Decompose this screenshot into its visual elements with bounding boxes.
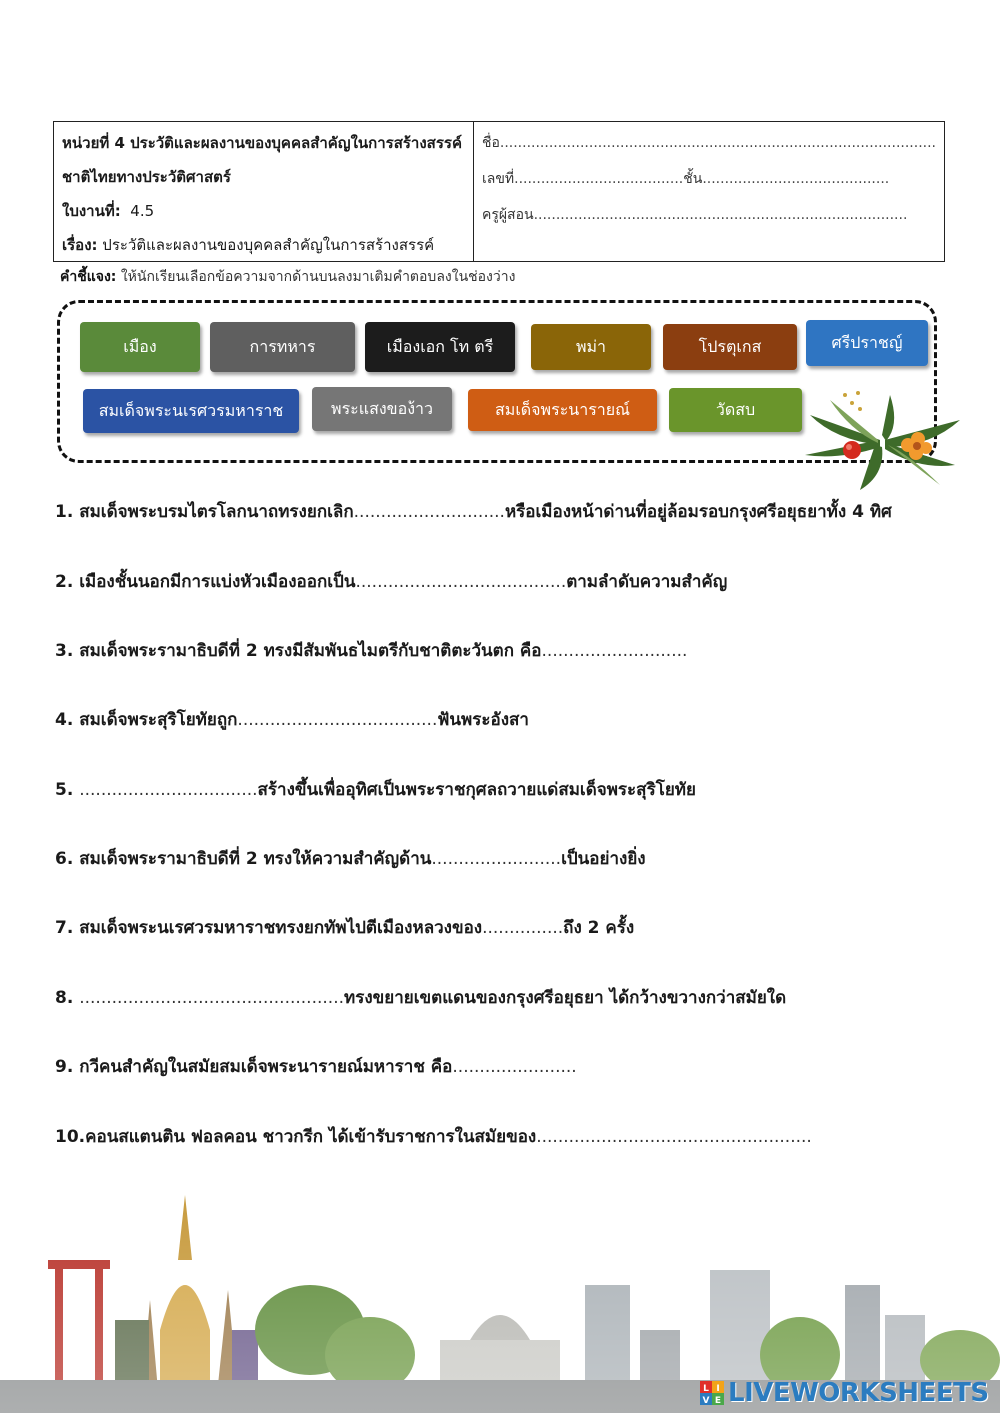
word-chip[interactable]: สมเด็จพระนเรศวรมหาราช [83, 389, 299, 433]
question-item [55, 914, 634, 941]
question-item [55, 1123, 812, 1150]
question-text-end: เป็นอย่างยิ่ง [561, 849, 646, 869]
question-text-end: หรือเมืองหน้าด่านที่อยู่ล้อมรอบกรุงศรีอยุธยาทั้ง 4 ทิศ [504, 502, 892, 522]
number-class-field: เลขที่......................................ชั้น.......................................... [481, 171, 890, 187]
question-item [55, 845, 646, 872]
answer-blank[interactable]: ................................................... [536, 1127, 812, 1147]
logo-icon-i: I [716, 1384, 720, 1394]
question-text: 9. กวีคนสำคัญในสมัยสมเด็จพระนารายณ์มหาราช คือ [55, 1057, 453, 1077]
logo-icon-e: E [714, 1396, 722, 1405]
unit-title: หน่วยที่ 4 ประวัติและผลงานของบุคคลสำคัญในการสร้างสรรค์ [62, 134, 462, 152]
name-field: ชื่อ.................................................................................................. [481, 135, 936, 151]
answer-blank[interactable]: ....................... [452, 1057, 577, 1077]
answer-blank[interactable]: ............................ [353, 502, 505, 522]
topic: เรื่อง: ประวัติและผลงานของบุคคลสำคัญในการสร้างสรรค์ [62, 236, 435, 254]
question-text: 3. สมเด็จพระรามาธิบดีที่ 2 ทรงมีสัมพันธไมตรีกับชาติตะวันตก คือ [55, 641, 542, 661]
question-item [55, 776, 696, 803]
question-text: 7. สมเด็จพระนเรศวรมหาราชทรงยกทัพไปตีเมืองหลวงของ [55, 918, 483, 938]
header-left-cell [54, 122, 474, 261]
question-text: 4. สมเด็จพระสุริโยทัยถูก [55, 710, 238, 730]
question-text-end: ฟันพระอังสา [437, 710, 529, 730]
word-chip[interactable]: พระแสงของ้าว [312, 387, 452, 431]
question-item [55, 637, 687, 664]
question-text-end: ทรงขยายเขตแดนของกรุงศรีอยุธยา ได้กว้างขวางกว่าสมัยใด [344, 988, 787, 1008]
question-text-end: สร้างขึ้นเพื่ออุทิศเป็นพระราชกุศลถวายแด่สมเด็จพระสุริโยทัย [257, 780, 696, 800]
question-text: 5. [55, 780, 80, 800]
question-text-end: ถึง 2 ครั้ง [563, 918, 635, 938]
word-chip[interactable]: เมือง [80, 322, 200, 372]
answer-blank[interactable]: ........................ [431, 849, 562, 869]
question-text-end: ตามลำดับความสำคัญ [566, 572, 728, 592]
answer-blank[interactable]: ................................. [79, 780, 258, 800]
answer-blank[interactable]: ..................................... [237, 710, 438, 730]
word-chip[interactable]: พม่า [531, 324, 651, 370]
answer-blank[interactable]: ................................................. [79, 988, 345, 1008]
question-item [55, 498, 892, 525]
question-text: 1. สมเด็จพระบรมไตรโลกนาถทรงยกเลิก [55, 502, 354, 522]
answer-blank[interactable]: ........................... [541, 641, 688, 661]
word-chip[interactable]: การทหาร [210, 322, 355, 372]
unit-title-cont: ชาติไทยทางประวัติศาสตร์ [62, 168, 231, 186]
word-chip[interactable]: ศรีปราชญ์ [806, 320, 928, 366]
question-text: 2. เมืองชั้นนอกมีการแบ่งหัวเมืองออกเป็น [55, 572, 356, 592]
question-text: 10.คอนสแตนติน ฟอลคอน ชาวกรีก ได้เข้ารับราชการในสมัยของ [55, 1127, 537, 1147]
worksheet-number: ใบงานที่: 4.5 [62, 202, 155, 220]
word-chip[interactable]: โปรตุเกส [663, 324, 797, 370]
word-chip[interactable]: เมืองเอก โท ตรี [365, 322, 515, 372]
word-chip[interactable]: วัดสบ [669, 388, 802, 432]
flower-decoration [790, 385, 970, 495]
answer-blank[interactable]: ....................................... [355, 572, 567, 592]
word-chip[interactable]: สมเด็จพระนารายณ์ [468, 389, 657, 431]
logo-icon-v: V [702, 1396, 710, 1405]
teacher-field: ครูผู้สอน.................................................................................... [481, 207, 908, 223]
answer-blank[interactable]: ............... [482, 918, 564, 938]
question-item [55, 706, 529, 733]
logo-text: LIVEWORKSHEETS [728, 1378, 989, 1408]
liveworksheets-logo-icon [700, 1381, 724, 1405]
header-table [53, 121, 945, 262]
header-right-cell [474, 122, 944, 261]
question-item [55, 984, 786, 1011]
liveworksheets-logo [700, 1378, 989, 1408]
instruction: คำชี้แจง: ให้นักเรียนเลือกข้อความจากด้านบนลงมาเติมคำตอบลงในช่องว่าง [60, 269, 516, 285]
question-text: 6. สมเด็จพระรามาธิบดีที่ 2 ทรงให้ความสำคัญด้าน [55, 849, 432, 869]
logo-icon-l: L [703, 1384, 709, 1394]
question-item [55, 568, 727, 595]
question-item [55, 1053, 577, 1080]
question-text: 8. [55, 988, 80, 1008]
